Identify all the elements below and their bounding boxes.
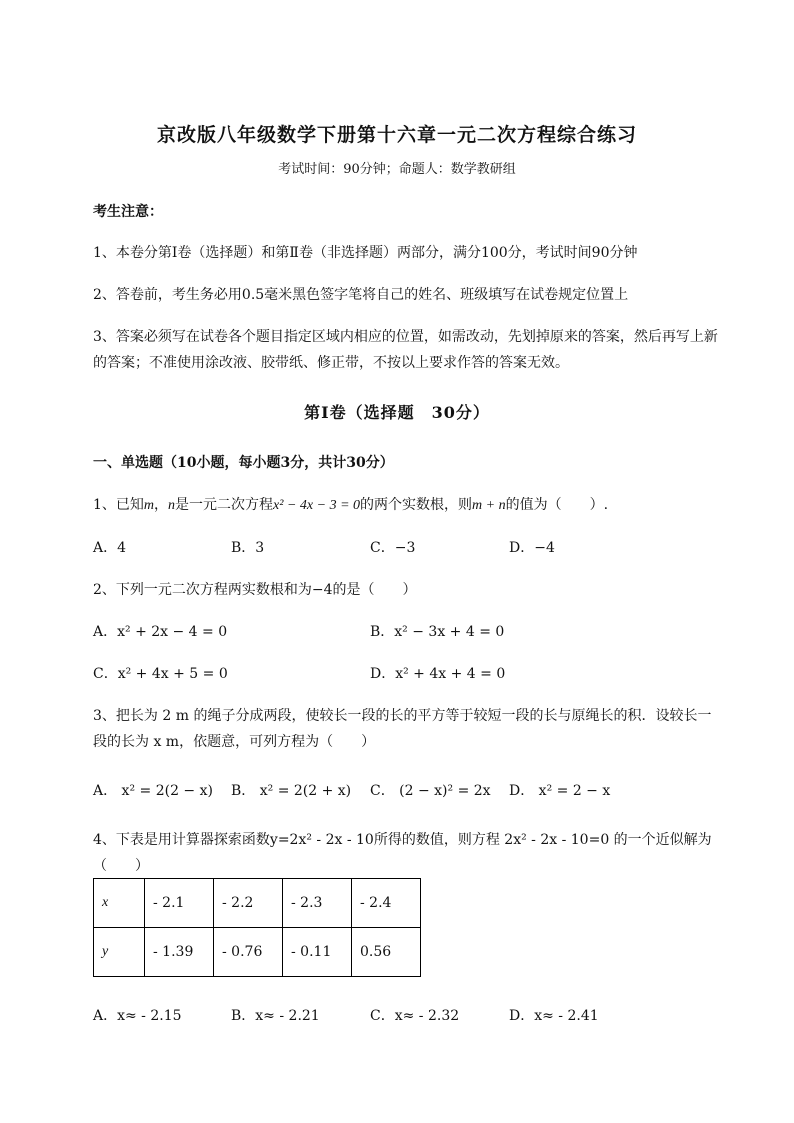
q3-option-c: C． (2 − x)² = 2x [370, 783, 491, 799]
table-cell: - 0.11 [283, 928, 352, 977]
q2-option-c: C．x² + 4x + 5 = 0 [93, 666, 228, 682]
table-cell: - 1.39 [145, 928, 214, 977]
table-cell: - 2.1 [145, 879, 214, 928]
notice-item-3-cont: 的答案；不准使用涂改液、胶带纸、修正带，不按以上要求作答的答案无效。 [93, 355, 569, 371]
q1-option-c: C．−3 [370, 540, 416, 556]
notice-item-1: 1、本卷分第I卷（选择题）和第Ⅱ卷（非选择题）两部分，满分100分，考试时间90分钟 [93, 245, 638, 261]
function-value-table [93, 878, 421, 977]
question-2-stem: 2、下列一元二次方程两实数根和为−4的是（ ） [93, 582, 417, 598]
q1-option-a: A．4 [93, 540, 127, 556]
q4-option-b: B．x≈ - 2.21 [231, 1008, 320, 1024]
table-cell: - 2.4 [352, 879, 421, 928]
table-cell: 0.56 [352, 928, 421, 977]
q3-option-d: D． x² = 2 − x [509, 783, 611, 799]
section-title: 第I卷（选择题 30分） [304, 403, 490, 422]
q4-option-d: D．x≈ - 2.41 [509, 1008, 599, 1024]
question-4-line-1: 4、下表是用计算器探索函数y=2x² - 2x - 10所得的数值，则方程 2x² - 2x - 10=0 的一个近似解为 [93, 832, 712, 848]
q1-option-b: B．3 [231, 540, 265, 556]
table-cell: - 2.3 [283, 879, 352, 928]
part-heading: 一、单选题（10小题，每小题3分，共计30分） [93, 455, 394, 471]
q2-option-b: B．x² − 3x + 4 = 0 [370, 624, 505, 640]
question-4-line-2: （ ） [93, 858, 149, 874]
question-3-line-1: 3、把长为 2 m 的绳子分成两段，使较长一段的长的平方等于较短一段的长与原绳长的积．设较长一 [93, 708, 712, 724]
question-3-line-2: 段的长为 x m，依题意，可列方程为（ ） [93, 734, 376, 750]
page-title: 京改版八年级数学下册第十六章一元二次方程综合练习 [156, 124, 637, 146]
table-cell: - 2.2 [214, 879, 283, 928]
q1-option-d: D．−4 [509, 540, 555, 556]
q2-option-d: D．x² + 4x + 4 = 0 [370, 666, 506, 682]
exam-info: 考试时间：90分钟；命题人：数学教研组 [278, 162, 516, 177]
equation: x² − 4x − 3 = 0 [273, 498, 361, 513]
q4-option-a: A．x≈ - 2.15 [93, 1008, 182, 1024]
table-row [94, 928, 421, 977]
q3-option-a: A． x² = 2(2 − x) [93, 783, 213, 799]
notice-heading: 考生注意： [93, 204, 163, 220]
table-header-y: y [94, 928, 145, 977]
table-header-x: x [94, 879, 145, 928]
table-cell: - 0.76 [214, 928, 283, 977]
q4-option-c: C．x≈ - 2.32 [370, 1008, 460, 1024]
question-1-stem: 1、已知m，n是一元二次方程x² − 4x − 3 = 0的两个实数根，则m + n的值为（ ）. [93, 497, 609, 513]
table-row [94, 879, 421, 928]
q2-option-a: A．x² + 2x − 4 = 0 [93, 624, 228, 640]
notice-item-2: 2、答卷前，考生务必用0.5毫米黑色签字笔将自己的姓名、班级填写在试卷规定位置上 [93, 287, 629, 303]
q3-option-b: B． x² = 2(2 + x) [231, 783, 352, 799]
notice-item-3: 3、答案必须写在试卷各个题目指定区域内相应的位置，如需改动，先划掉原来的答案，然后再写上新 [93, 329, 718, 345]
